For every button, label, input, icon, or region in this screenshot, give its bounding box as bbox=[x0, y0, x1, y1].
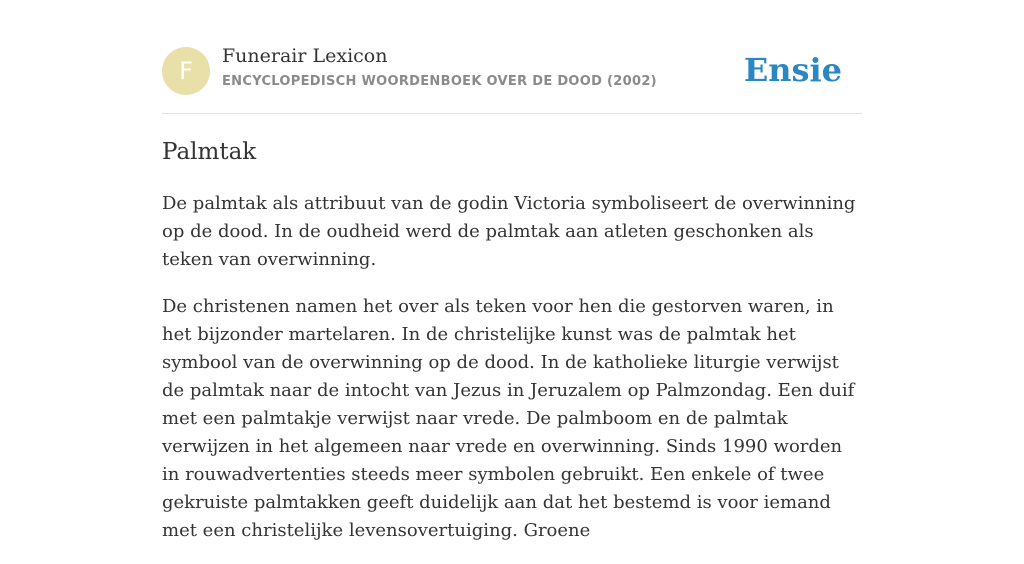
source-header bbox=[162, 0, 862, 114]
article-title: Palmtak bbox=[162, 139, 257, 165]
article-body bbox=[162, 190, 862, 564]
ensie-logo[interactable]: Ensie bbox=[743, 51, 842, 89]
source-title[interactable]: Funerair Lexicon bbox=[222, 45, 388, 67]
article-paragraph: De christenen namen het over als teken voor hen die gestorven waren, in het bijzonder martelaren. In de christelijke kunst was de palmtak het symbool van de overwinning op de dood. In de katholieke liturgie verwijst de palmtak naar de intocht van Jezus in Jeruzalem op Palmzondag. Een duif met een palmtakje verwijst naar vrede. De palmboom en de palmtak verwijzen in het algemeen naar vrede en overwinning. Sinds 1990 worden in rouwadvertenties steeds meer symbolen gebruikt. Een enkele of twee gekruiste palmtakken geeft duidelijk aan dat het bestemd is voor iemand met een christelijke levensovertuiging. Groene bbox=[162, 296, 855, 541]
content-container bbox=[162, 0, 862, 541]
source-avatar: F bbox=[162, 47, 210, 95]
article-paragraph: De palmtak als attribuut van de godin Victoria symboliseert de overwinning op de dood. In de oudheid werd de palmtak aan atleten geschonken als teken van overwinning. bbox=[162, 193, 856, 270]
source-subtitle: ENCYCLOPEDISCH WOORDENBOEK OVER DE DOOD (2002) bbox=[222, 74, 657, 89]
